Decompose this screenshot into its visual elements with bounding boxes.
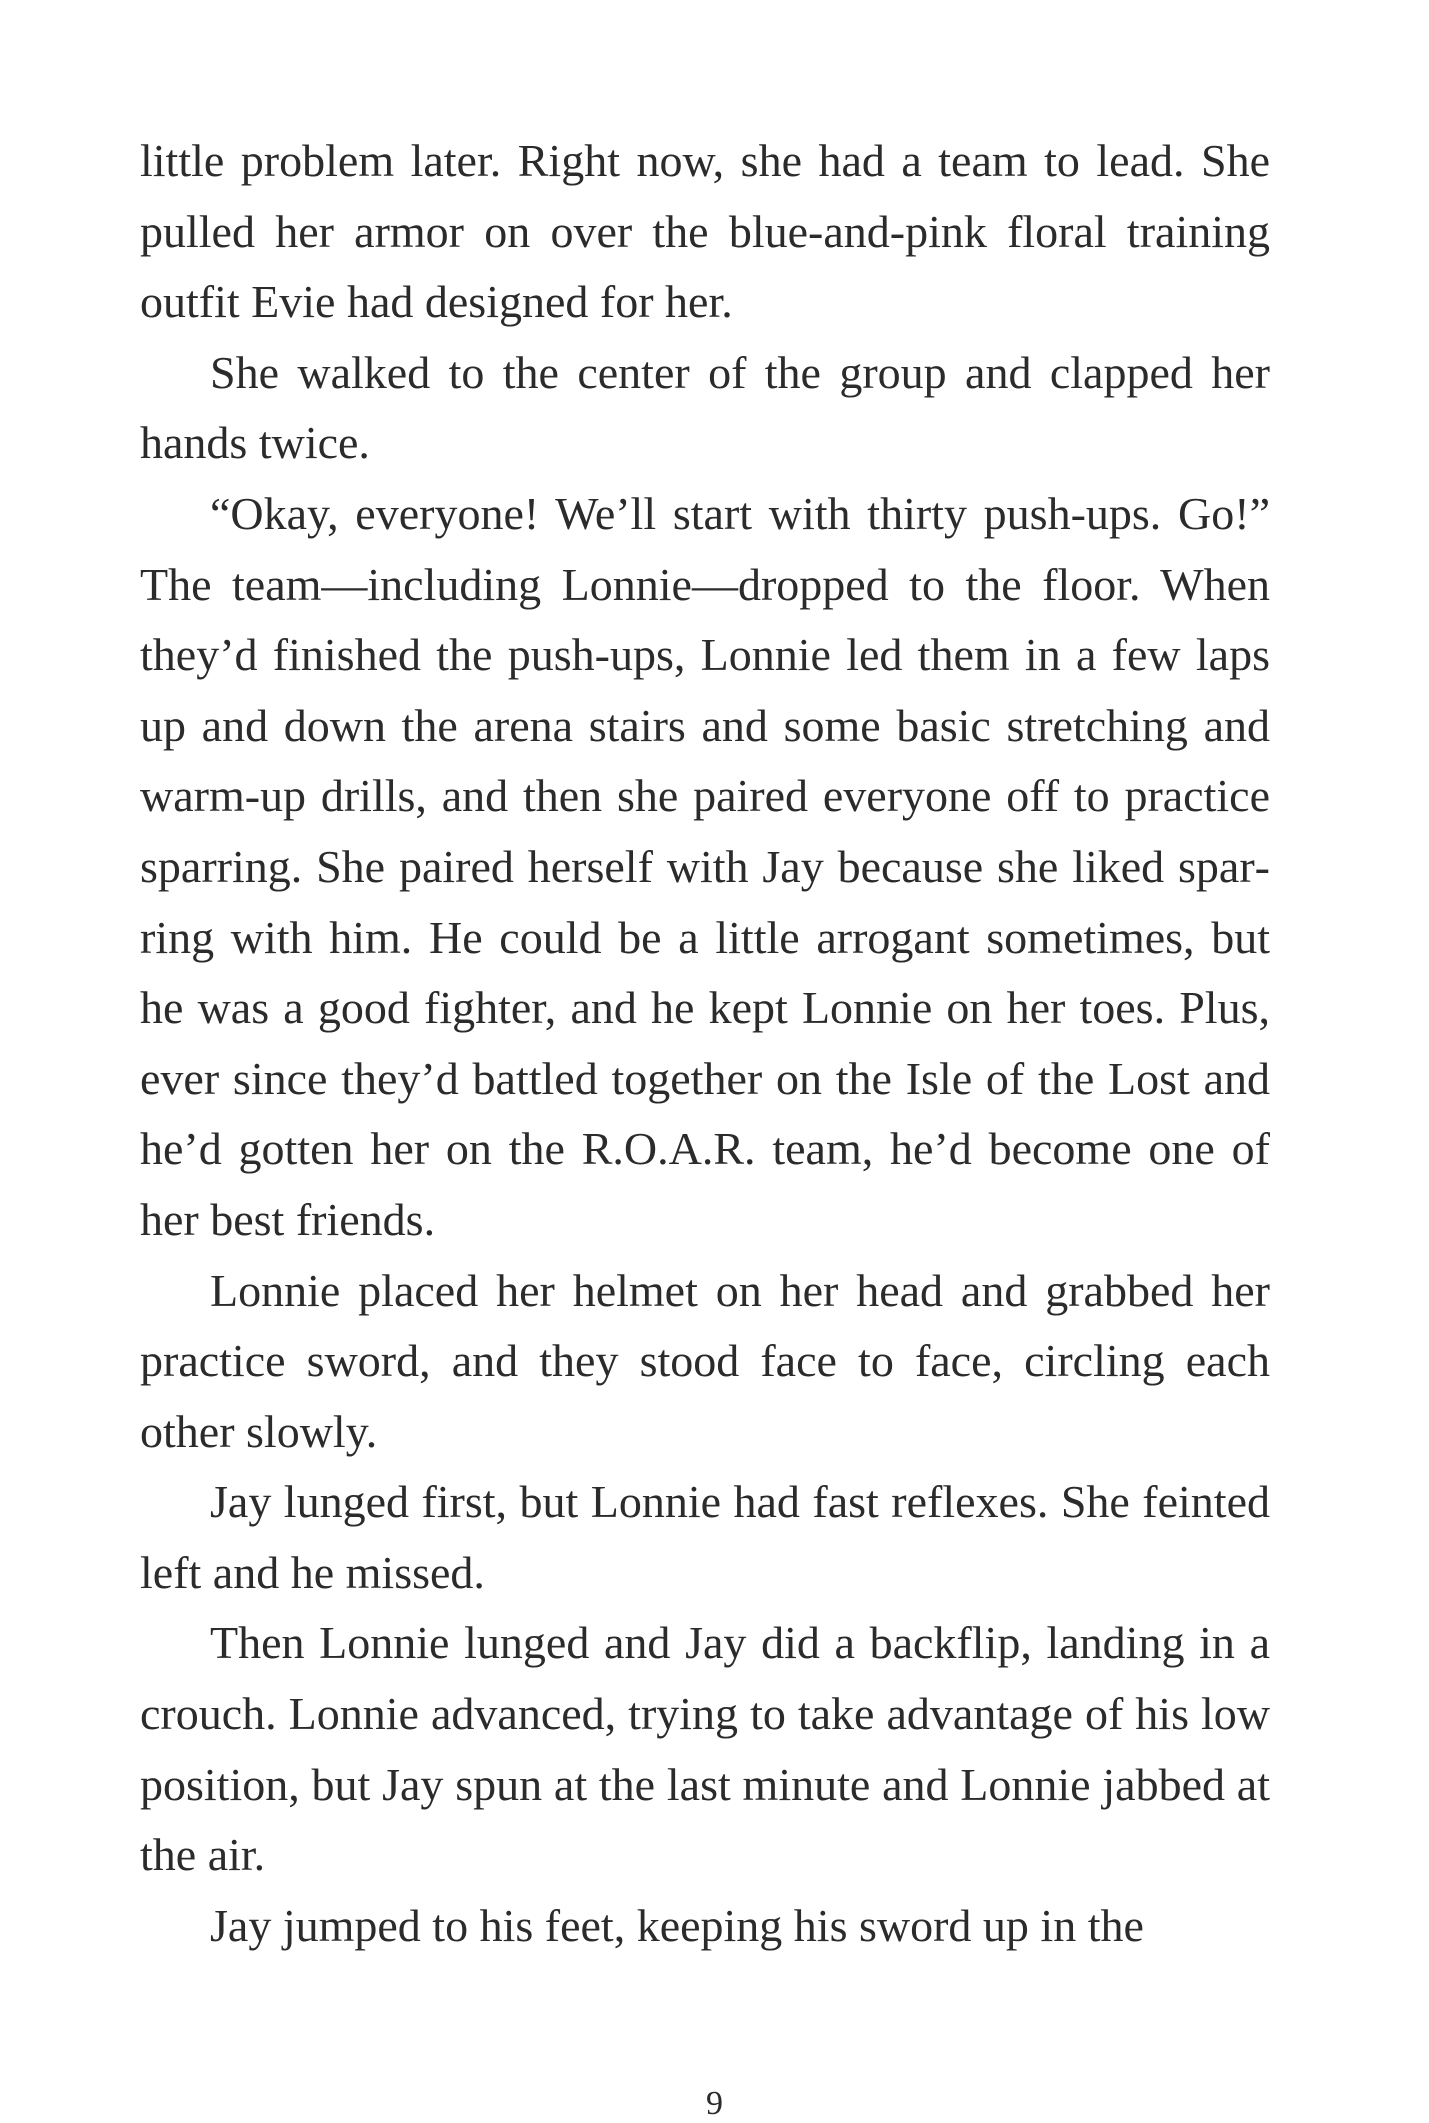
paragraph-4: Lonnie placed her helmet on her head and grabbed her practice sword, and they stood face to face, circling each other slowly. (140, 1264, 1270, 1457)
body-text (140, 126, 1270, 1961)
paragraph-7: Jay jumped to his feet, keeping his sword up in the (210, 1899, 1144, 1951)
paragraph-1: little problem later. Right now, she had a team to lead. She pulled her armor on over the blue-and-pink floral training outfit Evie had designed for her. (140, 135, 1270, 328)
paragraph-5: Jay lunged first, but Lonnie had fast reflexes. She feinted left and he missed. (140, 1476, 1270, 1598)
page-number: 9 (706, 2085, 723, 2122)
paragraph-2: She walked to the center of the group and clapped her hands twice. (140, 346, 1270, 469)
paragraph-6: Then Lonnie lunged and Jay did a backflip, landing in a crouch. Lonnie advanced, trying to take advantage of his low position, but Jay spun at the last minute and Lonnie jabbed at the air. (140, 1617, 1270, 1881)
paragraph-3: “Okay, everyone! We’ll start with thirty push-ups. Go!” The team—including Lonnie—dropped to the floor. When they’d finished the push-ups, Lonnie led them in a few laps up and down the arena stairs and some basic stretching and warm-up drills, and then she paired everyone off to practice sparring. She paired herself with Jay because she liked sparring with him. He could be a little arrogant sometimes, but he was a good fighter, and he kept Lonnie on her toes. Plus, ever since they’d battled together on the Isle of the Lost and he’d gotten her on the R.O.A.R. team, he’d become one of her best friends. (140, 487, 1270, 1245)
